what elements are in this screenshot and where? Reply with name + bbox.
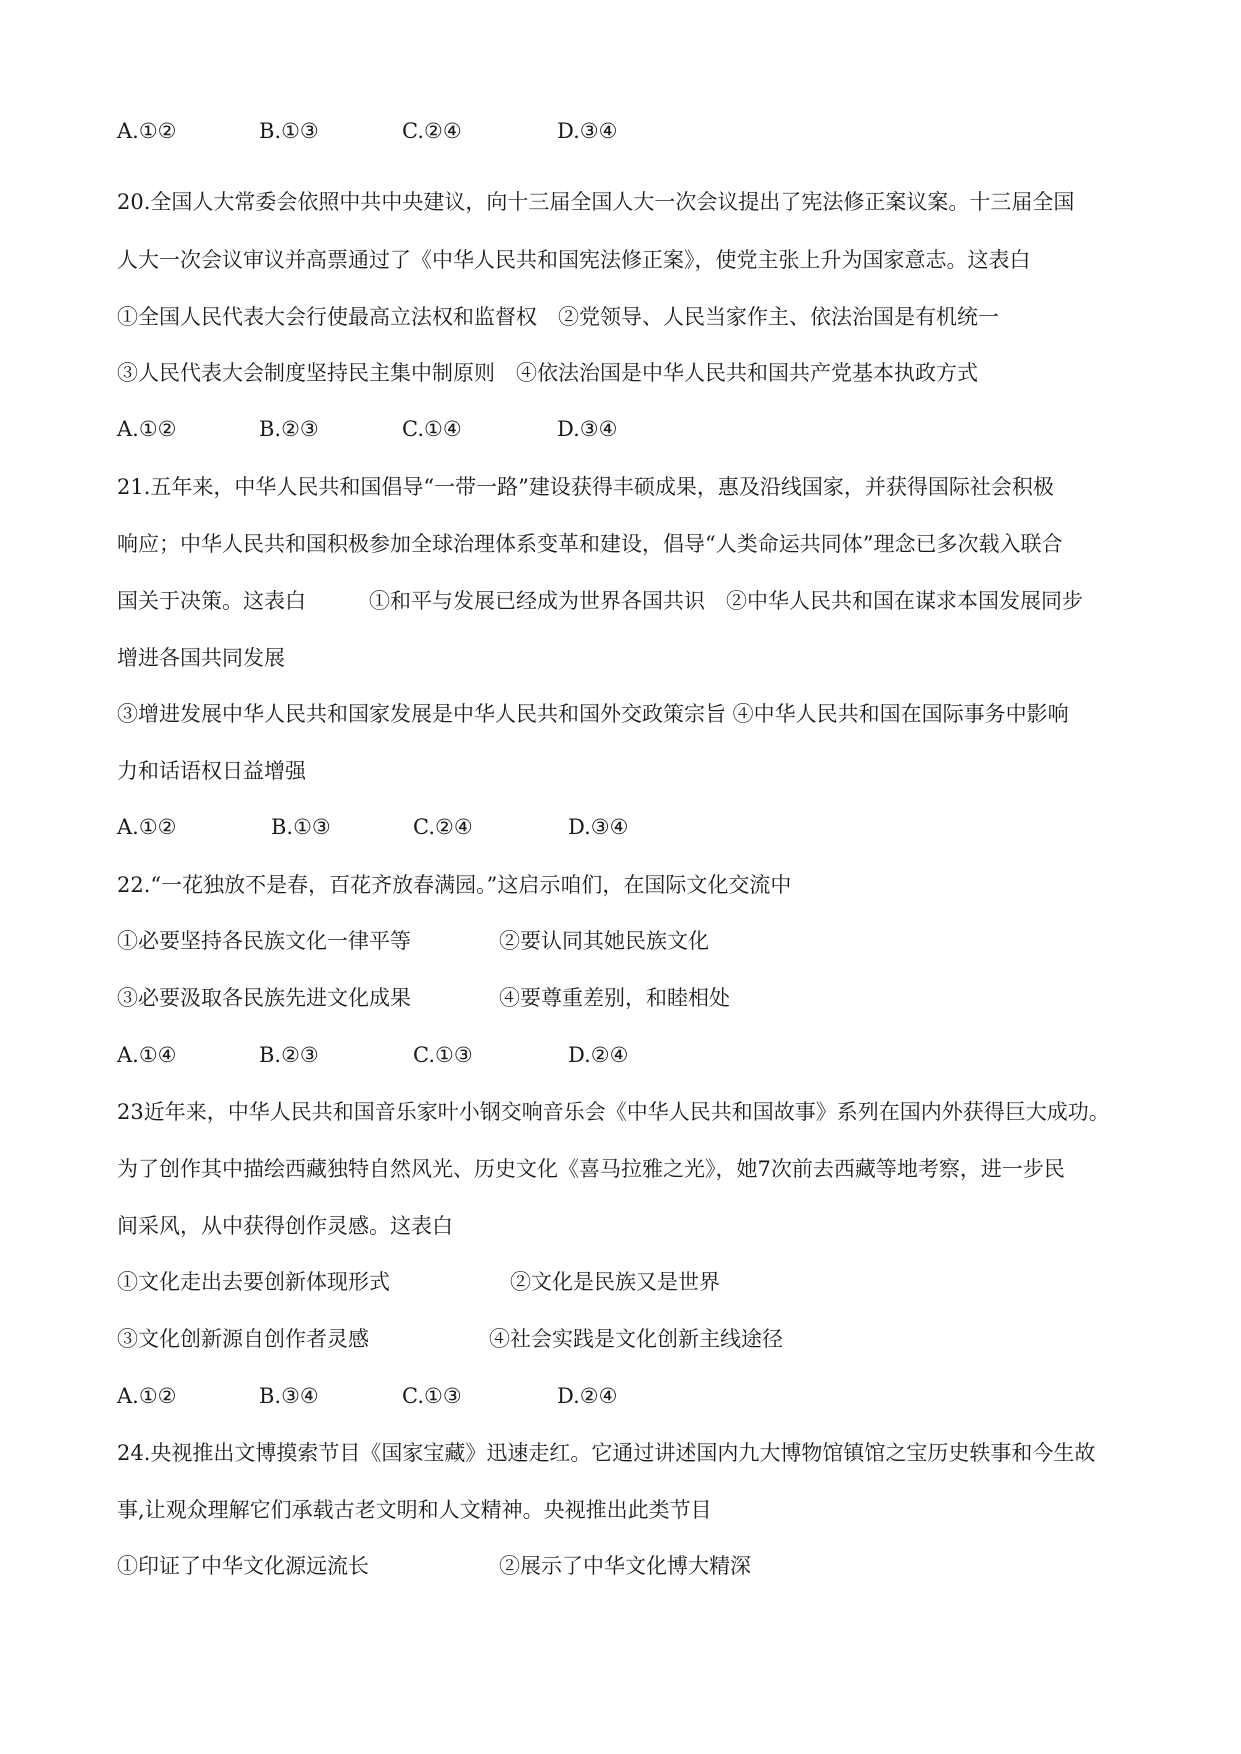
q22-statement-4: ④要尊重差别，和睦相处 — [499, 986, 730, 1010]
q20-stem-line-2: 人大一次会议审议并高票通过了《中华人民共和国宪法修正案》，使党主张上升为国家意志。这表白 — [117, 248, 1031, 272]
q23-stem-line-3: 间采风，从中获得创作灵感。这表白 — [117, 1214, 453, 1238]
q20-option-c: C.①④ — [402, 417, 462, 441]
q20-option-d: D.③④ — [557, 417, 618, 441]
q21-stem-line-3: 国关于决策。这表白 ①和平与发展已经成为世界各国共识 ②中华人民共和国在谋求本国发展同步 — [117, 589, 1083, 613]
q20-option-b: B.②③ — [259, 417, 319, 441]
q20-stem-line-1: 20.全国人大常委会依照中共中央建议，向十三届全国人大一次会议提出了宪法修正案议案。十三届全国 — [117, 190, 1075, 214]
q22-option-a: A.①④ — [117, 1043, 177, 1067]
q24-statement-1: ①印证了中华文化源远流长 — [117, 1554, 369, 1578]
q21-stem-line-4: 增进各国共同发展 — [117, 646, 285, 670]
q21-option-c: C.②④ — [413, 815, 473, 839]
q22-stem-line-1: 22.“一花独放不是春，百花齐放春满园。”这启示咱们，在国际文化交流中 — [117, 873, 792, 897]
q20-statement-line-2: ③人民代表大会制度坚持民主集中制原则 ④依法治国是中华人民共和国共产党基本执政方式 — [117, 361, 978, 385]
q19-option-d: D.③④ — [557, 119, 618, 143]
q23-option-b: B.③④ — [259, 1384, 319, 1408]
q20-option-a: A.①② — [117, 417, 177, 441]
q22-statement-1: ①必要坚持各民族文化一律平等 — [117, 929, 411, 953]
q22-option-d: D.②④ — [568, 1043, 629, 1067]
q22-option-c: C.①③ — [413, 1043, 473, 1067]
q21-statement-line-1: ③增进发展中华人民共和国家发展是中华人民共和国外交政策宗旨 ④中华人民共和国在国际事务中影响 — [117, 702, 1069, 726]
q21-option-b: B.①③ — [271, 815, 331, 839]
q20-statement-line-1: ①全国人民代表大会行使最高立法权和监督权 ②党领导、人民当家作主、依法治国是有机统一 — [117, 305, 999, 329]
q23-stem-line-2: 为了创作其中描绘西藏独特自然风光、历史文化《喜马拉雅之光》，她7次前去西藏等地考察，进一步民 — [117, 1157, 1065, 1181]
q19-option-a: A.①② — [117, 119, 177, 143]
q21-option-d: D.③④ — [568, 815, 629, 839]
q24-stem-line-1: 24.央视推出文博摸索节目《国家宝藏》迅速走红。它通过讲述国内九大博物馆镇馆之宝历史轶事和今生故 — [117, 1441, 1096, 1465]
q23-statement-2: ②文化是民族又是世界 — [510, 1270, 720, 1294]
q21-stem-line-1: 21.五年来，中华人民共和国倡导“一带一路”建设获得丰硕成果，惠及沿线国家，并获得国际社会积极 — [117, 475, 1054, 499]
q19-option-b: B.①③ — [259, 119, 319, 143]
q23-statement-4: ④社会实践是文化创新主线途径 — [489, 1327, 783, 1351]
q23-option-d: D.②④ — [557, 1384, 618, 1408]
q23-statement-3: ③文化创新源自创作者灵感 — [117, 1327, 369, 1351]
q22-statement-2: ②要认同其她民族文化 — [499, 929, 709, 953]
q21-stem-line-2: 响应；中华人民共和国积极参加全球治理体系变革和建设，倡导“人类命运共同体”理念已多次载入联合 — [117, 532, 1063, 556]
q23-stem-line-1: 23近年来，中华人民共和国音乐家叶小钢交响音乐会《中华人民共和国故事》系列在国内外获得巨大成功。 — [117, 1100, 1110, 1124]
q21-option-a: A.①② — [117, 815, 177, 839]
q22-option-b: B.②③ — [259, 1043, 319, 1067]
q24-stem-line-2: 事,让观众理解它们承载古老文明和人文精神。央视推出此类节目 — [117, 1498, 712, 1522]
q22-statement-3: ③必要汲取各民族先进文化成果 — [117, 986, 411, 1010]
q23-option-c: C.①③ — [402, 1384, 462, 1408]
q24-statement-2: ②展示了中华文化博大精深 — [499, 1554, 751, 1578]
q19-option-c: C.②④ — [402, 119, 462, 143]
q23-option-a: A.①② — [117, 1384, 177, 1408]
q23-statement-1: ①文化走出去要创新体现形式 — [117, 1270, 390, 1294]
q21-statement-line-2: 力和话语权日益增强 — [117, 759, 306, 783]
